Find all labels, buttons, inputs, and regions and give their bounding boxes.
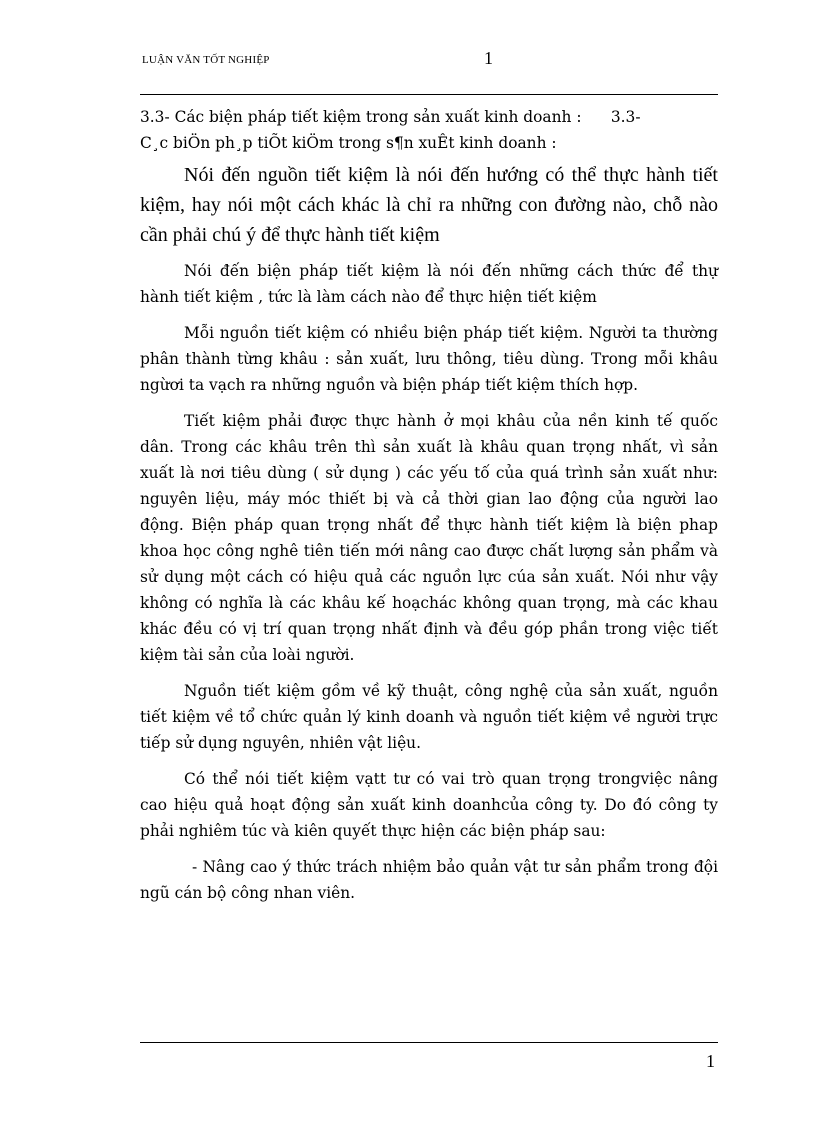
paragraph: Tiết kiệm phải được thực hành ở mọi khâu của nền kinh tế quốc dân. Trong các khâu trên thì sản xuất là khâu quan trọng nhất, vì sản xuất là nơi tiêu dùng ( sử dụng ) các yếu tố của quá trình sản xuất như: nguyên liệu, máy móc thiết bị và cả thời gian lao động của người lao động. Biện pháp quan trọng nhất để thực hành tiết kiệm là biện phap khoa học công nghê tiên tiến mới nâng cao được chất lượng sản phẩm và sử dụng một cách có hiệu quả các nguồn lực cúa sản xuất. Nói như vậy không có nghĩa là các khâu kế hoạchác không quan trọng, mà các khau khác đều có vị trí quan trọng nhất định và đều góp phần trong việc tiết kiệm tài sản của loài người. <box>140 412 718 664</box>
paragraph: Nói đến biện pháp tiết kiệm là nói đến những cách thức để thự hành tiết kiệm , tức là làm cách nào để thực hiện tiết kiệm <box>140 262 718 306</box>
paragraph: Mỗi nguồn tiết kiệm có nhiều biện pháp tiết kiệm. Người ta thường phân thành từng khâu : sản xuất, lưu thông, tiêu dùng. Trong mỗi khâu ngừơi ta vạch ra những nguồn và biện pháp tiết kiệm thích hợp. <box>140 324 718 394</box>
header-page-number: 1 <box>484 48 493 68</box>
bullet-item: - Nâng cao ý thức trách nhiệm bảo quản vật tư sản phẩm trong đội ngũ cán bộ công nhan viên. <box>140 858 718 902</box>
header-rule <box>140 94 718 95</box>
paragraph: Nói đến nguồn tiết kiệm là nói đến hướng có thể thực hành tiết kiệm, hay nói một cách khác là chỉ ra những con đường nào, chỗ nào cần phải chú ý để thực hành tiết kiệm <box>140 164 718 246</box>
section-heading-garbled: C¸c biÖn ph¸p tiÕt kiÖm trong s¶n xuÊt kinh doanh : <box>140 134 557 152</box>
running-header-title: LUẬN VĂN TỐT NGHIỆP <box>142 54 270 66</box>
footer-rule <box>140 1042 718 1043</box>
body-text <box>140 104 718 906</box>
paragraph: Nguồn tiết kiệm gồm về kỹ thuật, công nghệ của sản xuất, nguồn tiết kiệm về tổ chức quản lý kinh doanh và nguồn tiết kiệm về người trực tiếp sử dụng nguyên, nhiên vật liệu. <box>140 682 718 752</box>
footer-page-number: 1 <box>706 1051 715 1071</box>
section-heading: 3.3- Các biện pháp tiết kiệm trong sản xuất kinh doanh : 3.3- <box>140 108 641 126</box>
paragraph: Có thể nói tiết kiệm vạtt tư có vai trò quan trọng trongviệc nâng cao hiệu quả hoạt động sản xuất kinh doanhcủa công ty. Do đó công ty phải nghiêm túc và kiên quyết thực hiện các biện pháp sau: <box>140 770 718 840</box>
